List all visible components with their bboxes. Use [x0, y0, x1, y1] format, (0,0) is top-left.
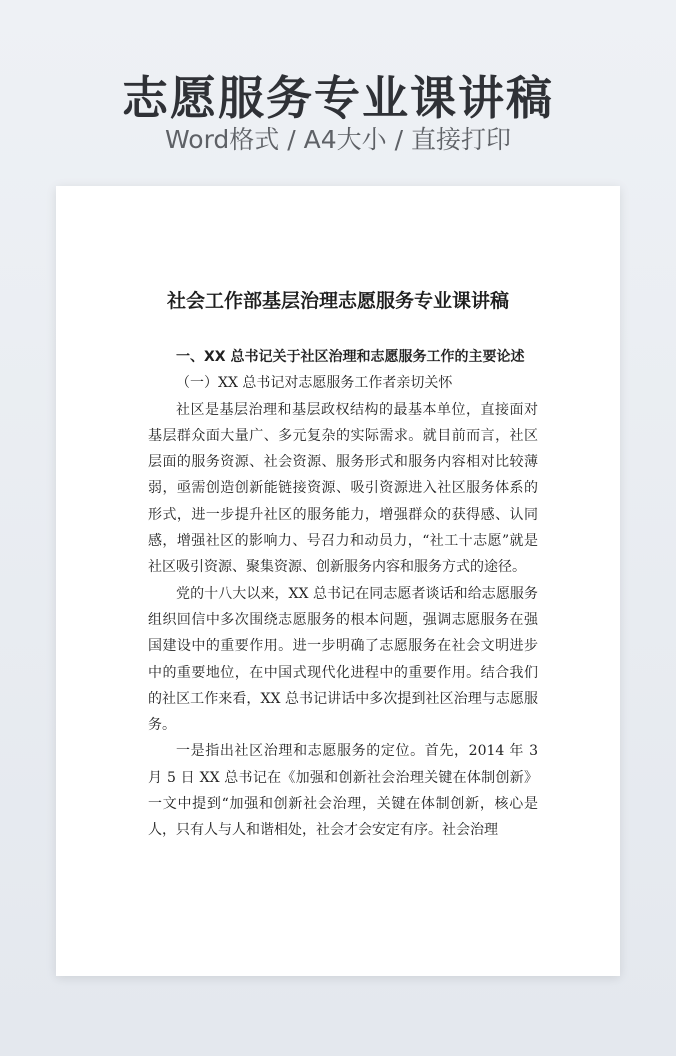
section-heading-1: 一、XX 总书记关于社区治理和志愿服务工作的主要论述	[176, 349, 525, 365]
banner-subtitle: Word格式 / A4大小 / 直接打印	[165, 125, 511, 154]
paragraph-3: 一是指出社区治理和志愿服务的定位。首先，2014 年 3 月 5 日 XX 总书记在《加强和创新社会治理关键在体制创新》一文中提到“加强和创新社会治理，关键在体制创新，核心是人，只有人与人和谐相处，社会才会安定有序。社会治理	[148, 743, 538, 839]
document-body	[148, 344, 538, 844]
banner-title: 志愿服务专业课讲稿	[122, 71, 554, 125]
paragraph-2: 党的十八大以来，XX 总书记在同志愿者谈话和给志愿服务组织回信中多次围绕志愿服务的根本问题，强调志愿服务在强国建设中的重要作用。进一步明确了志愿服务在社会文明进步中的重要地位，在中国式现代化进程中的重要作用。结合我们的社区工作来看，XX 总书记讲话中多次提到社区治理与志愿服务。	[148, 585, 538, 734]
document-page	[56, 186, 620, 976]
paragraph-1: 社区是基层治理和基层政权结构的最基本单位，直接面对基层群众面大量广、多元复杂的实际需求。就目前而言，社区层面的服务资源、社会资源、服务形式和服务内容相对比较薄弱，亟需创造创新能链接资源、吸引资源进入社区服务体系的形式，进一步提升社区的服务能力，增强群众的获得感、认同感，增强社区的影响力、号召力和动员力，“社工十志愿”就是社区吸引资源、聚集资源、创新服务内容和服务方式的途径。	[148, 401, 538, 576]
section-heading-2: （一）XX 总书记对志愿服务工作者亲切关怀	[176, 375, 453, 392]
document-title: 社会工作部基层治理志愿服务专业课讲稿	[166, 290, 509, 312]
